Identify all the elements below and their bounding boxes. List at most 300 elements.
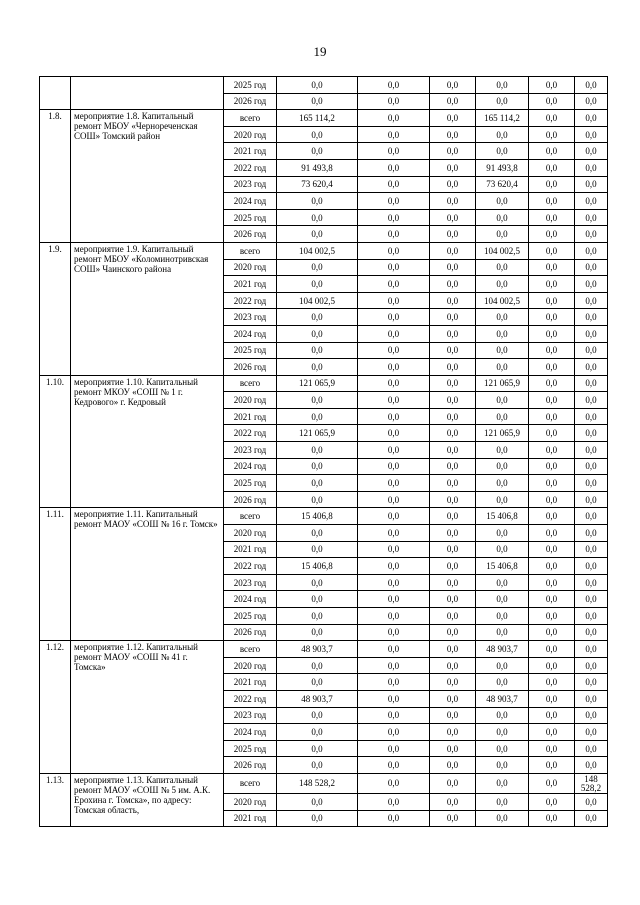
value-cell: 0,0 bbox=[277, 259, 358, 276]
value-cell: 0,0 bbox=[430, 541, 476, 558]
value-cell: 0,0 bbox=[430, 425, 476, 442]
value-cell: 0,0 bbox=[277, 475, 358, 492]
period-cell: 2021 год bbox=[224, 810, 277, 827]
value-cell: 0,0 bbox=[575, 674, 608, 691]
value-cell: 0,0 bbox=[529, 491, 575, 508]
value-cell: 0,0 bbox=[476, 325, 529, 342]
value-cell: 0,0 bbox=[529, 608, 575, 625]
value-cell: 0,0 bbox=[529, 359, 575, 376]
period-cell: 2021 год bbox=[224, 541, 277, 558]
value-cell: 0,0 bbox=[476, 657, 529, 674]
value-cell: 0,0 bbox=[358, 574, 430, 591]
value-cell: 0,0 bbox=[476, 757, 529, 774]
value-cell: 0,0 bbox=[430, 724, 476, 741]
value-cell: 0,0 bbox=[529, 558, 575, 575]
value-cell: 0,0 bbox=[358, 458, 430, 475]
value-cell: 0,0 bbox=[358, 558, 430, 575]
value-cell: 0,0 bbox=[277, 193, 358, 210]
value-cell: 0,0 bbox=[430, 292, 476, 309]
value-cell: 0,0 bbox=[358, 159, 430, 176]
value-cell: 0,0 bbox=[358, 226, 430, 243]
value-cell: 0,0 bbox=[529, 242, 575, 259]
value-cell: 0,0 bbox=[277, 77, 358, 94]
value-cell: 0,0 bbox=[430, 77, 476, 94]
value-cell: 0,0 bbox=[529, 159, 575, 176]
value-cell: 0,0 bbox=[277, 458, 358, 475]
value-cell: 0,0 bbox=[277, 657, 358, 674]
value-cell: 0,0 bbox=[529, 475, 575, 492]
value-cell: 0,0 bbox=[476, 276, 529, 293]
value-cell: 48 903,7 bbox=[476, 641, 529, 658]
value-cell: 0,0 bbox=[476, 740, 529, 757]
value-cell: 0,0 bbox=[575, 608, 608, 625]
value-cell: 0,0 bbox=[529, 773, 575, 793]
value-cell: 15 406,8 bbox=[476, 558, 529, 575]
value-cell: 0,0 bbox=[529, 176, 575, 193]
value-cell: 0,0 bbox=[529, 508, 575, 525]
value-cell: 0,0 bbox=[529, 657, 575, 674]
value-cell: 0,0 bbox=[430, 458, 476, 475]
value-cell: 0,0 bbox=[529, 690, 575, 707]
value-cell: 0,0 bbox=[430, 740, 476, 757]
value-cell: 0,0 bbox=[358, 359, 430, 376]
period-cell: 2020 год bbox=[224, 793, 277, 810]
value-cell: 0,0 bbox=[358, 641, 430, 658]
value-cell: 165 114,2 bbox=[277, 110, 358, 127]
value-cell: 0,0 bbox=[430, 126, 476, 143]
period-cell: 2022 год bbox=[224, 690, 277, 707]
period-cell: 2025 год bbox=[224, 342, 277, 359]
value-cell: 73 620,4 bbox=[277, 176, 358, 193]
value-cell: 0,0 bbox=[529, 259, 575, 276]
value-cell: 0,0 bbox=[476, 541, 529, 558]
value-cell: 0,0 bbox=[358, 342, 430, 359]
value-cell: 0,0 bbox=[277, 608, 358, 625]
measure-code: 1.11. bbox=[40, 508, 71, 641]
value-cell: 0,0 bbox=[529, 641, 575, 658]
value-cell: 0,0 bbox=[575, 574, 608, 591]
value-cell: 0,0 bbox=[529, 525, 575, 542]
value-cell: 0,0 bbox=[575, 77, 608, 94]
value-cell: 0,0 bbox=[430, 408, 476, 425]
value-cell: 0,0 bbox=[575, 292, 608, 309]
value-cell: 0,0 bbox=[430, 392, 476, 409]
period-cell: 2025 год bbox=[224, 475, 277, 492]
period-cell: 2020 год bbox=[224, 392, 277, 409]
period-cell: 2021 год bbox=[224, 408, 277, 425]
value-cell: 0,0 bbox=[575, 126, 608, 143]
value-cell: 0,0 bbox=[358, 392, 430, 409]
value-cell: 0,0 bbox=[358, 77, 430, 94]
value-cell: 0,0 bbox=[430, 707, 476, 724]
value-cell: 0,0 bbox=[476, 93, 529, 110]
value-cell: 0,0 bbox=[430, 641, 476, 658]
value-cell: 0,0 bbox=[476, 359, 529, 376]
period-cell: 2020 год bbox=[224, 259, 277, 276]
value-cell: 0,0 bbox=[529, 226, 575, 243]
value-cell: 0,0 bbox=[529, 309, 575, 326]
value-cell: 0,0 bbox=[430, 342, 476, 359]
measure-description: мероприятие 1.9. Капитальный ремонт МБОУ «Коломинотривская СОШ» Чаинского района bbox=[71, 242, 224, 375]
value-cell: 0,0 bbox=[529, 209, 575, 226]
period-cell: 2023 год bbox=[224, 442, 277, 459]
value-cell: 0,0 bbox=[358, 810, 430, 827]
value-cell: 0,0 bbox=[358, 525, 430, 542]
measure-code: 1.9. bbox=[40, 242, 71, 375]
value-cell: 15 406,8 bbox=[277, 508, 358, 525]
value-cell: 0,0 bbox=[430, 608, 476, 625]
value-cell: 0,0 bbox=[277, 624, 358, 641]
value-cell: 0,0 bbox=[430, 674, 476, 691]
measure-description: мероприятие 1.12. Капитальный ремонт МАОУ «СОШ № 41 г. Томска» bbox=[71, 641, 224, 774]
value-cell: 0,0 bbox=[277, 126, 358, 143]
value-cell: 0,0 bbox=[575, 724, 608, 741]
value-cell: 0,0 bbox=[575, 375, 608, 392]
value-cell: 0,0 bbox=[358, 757, 430, 774]
value-cell: 0,0 bbox=[575, 707, 608, 724]
table-row bbox=[40, 242, 608, 259]
measure-description: мероприятие 1.11. Капитальный ремонт МАОУ «СОШ № 16 г. Томск» bbox=[71, 508, 224, 641]
value-cell: 0,0 bbox=[476, 591, 529, 608]
value-cell: 0,0 bbox=[430, 309, 476, 326]
value-cell: 0,0 bbox=[277, 810, 358, 827]
value-cell: 0,0 bbox=[430, 574, 476, 591]
value-cell: 91 493,8 bbox=[277, 159, 358, 176]
value-cell: 0,0 bbox=[575, 325, 608, 342]
value-cell: 0,0 bbox=[476, 525, 529, 542]
value-cell: 0,0 bbox=[358, 209, 430, 226]
measure-code: 1.13. bbox=[40, 773, 71, 826]
value-cell: 0,0 bbox=[358, 193, 430, 210]
value-cell: 0,0 bbox=[476, 193, 529, 210]
value-cell: 48 903,7 bbox=[277, 641, 358, 658]
period-cell: 2021 год bbox=[224, 276, 277, 293]
value-cell: 0,0 bbox=[476, 126, 529, 143]
value-cell: 0,0 bbox=[358, 724, 430, 741]
value-cell: 0,0 bbox=[575, 193, 608, 210]
value-cell: 0,0 bbox=[430, 193, 476, 210]
period-cell: 2025 год bbox=[224, 209, 277, 226]
value-cell: 0,0 bbox=[277, 707, 358, 724]
value-cell: 0,0 bbox=[575, 690, 608, 707]
table-row bbox=[40, 508, 608, 525]
value-cell: 48 903,7 bbox=[277, 690, 358, 707]
value-cell: 0,0 bbox=[430, 226, 476, 243]
value-cell: 0,0 bbox=[358, 591, 430, 608]
value-cell: 0,0 bbox=[575, 624, 608, 641]
value-cell: 0,0 bbox=[575, 342, 608, 359]
period-cell: 2023 год bbox=[224, 309, 277, 326]
value-cell: 0,0 bbox=[476, 574, 529, 591]
value-cell: 0,0 bbox=[529, 724, 575, 741]
value-cell: 0,0 bbox=[529, 143, 575, 160]
value-cell: 0,0 bbox=[277, 276, 358, 293]
value-cell: 104 002,5 bbox=[476, 292, 529, 309]
period-cell: 2024 год bbox=[224, 591, 277, 608]
value-cell: 0,0 bbox=[277, 591, 358, 608]
period-cell: 2025 год bbox=[224, 740, 277, 757]
value-cell: 0,0 bbox=[277, 574, 358, 591]
table-row bbox=[40, 773, 608, 793]
value-cell: 0,0 bbox=[430, 143, 476, 160]
value-cell: 0,0 bbox=[575, 276, 608, 293]
value-cell: 0,0 bbox=[476, 475, 529, 492]
value-cell: 0,0 bbox=[277, 442, 358, 459]
value-cell: 0,0 bbox=[430, 624, 476, 641]
value-cell: 0,0 bbox=[430, 525, 476, 542]
value-cell: 0,0 bbox=[575, 242, 608, 259]
measure-code: 1.10. bbox=[40, 375, 71, 508]
measure-description: мероприятие 1.13. Капитальный ремонт МАОУ «СОШ № 5 им. А.К. Ерохина г. Томска», по адресу: Томская область, bbox=[71, 773, 224, 826]
value-cell: 0,0 bbox=[358, 740, 430, 757]
value-cell: 15 406,8 bbox=[476, 508, 529, 525]
table-row bbox=[40, 641, 608, 658]
measure-description: мероприятие 1.10. Капитальный ремонт МКОУ «СОШ № 1 г. Кедрового» г. Кедровый bbox=[71, 375, 224, 508]
value-cell: 0,0 bbox=[277, 757, 358, 774]
value-cell: 0,0 bbox=[277, 724, 358, 741]
value-cell: 0,0 bbox=[358, 110, 430, 127]
value-cell: 0,0 bbox=[529, 541, 575, 558]
value-cell: 0,0 bbox=[529, 740, 575, 757]
value-cell: 0,0 bbox=[529, 425, 575, 442]
measure-description: мероприятие 1.8. Капитальный ремонт МБОУ «Чернореченская СОШ» Томский район bbox=[71, 110, 224, 243]
value-cell: 0,0 bbox=[575, 793, 608, 810]
value-cell: 0,0 bbox=[358, 242, 430, 259]
period-cell: 2026 год bbox=[224, 757, 277, 774]
value-cell: 0,0 bbox=[358, 608, 430, 625]
value-cell: 0,0 bbox=[575, 558, 608, 575]
value-cell: 0,0 bbox=[277, 491, 358, 508]
value-cell: 0,0 bbox=[430, 810, 476, 827]
period-cell: 2026 год bbox=[224, 624, 277, 641]
value-cell: 0,0 bbox=[476, 624, 529, 641]
value-cell: 0,0 bbox=[430, 259, 476, 276]
value-cell: 0,0 bbox=[575, 309, 608, 326]
value-cell: 0,0 bbox=[476, 674, 529, 691]
measure-code: 1.12. bbox=[40, 641, 71, 774]
value-cell: 0,0 bbox=[277, 325, 358, 342]
value-cell: 0,0 bbox=[277, 408, 358, 425]
value-cell: 0,0 bbox=[358, 126, 430, 143]
value-cell: 0,0 bbox=[358, 93, 430, 110]
value-cell: 0,0 bbox=[575, 442, 608, 459]
value-cell: 121 065,9 bbox=[277, 375, 358, 392]
value-cell: 0,0 bbox=[529, 110, 575, 127]
value-cell: 0,0 bbox=[476, 309, 529, 326]
value-cell: 0,0 bbox=[358, 508, 430, 525]
period-cell: 2020 год bbox=[224, 525, 277, 542]
value-cell: 0,0 bbox=[430, 657, 476, 674]
period-cell: 2024 год bbox=[224, 458, 277, 475]
value-cell: 0,0 bbox=[358, 143, 430, 160]
value-cell: 104 002,5 bbox=[277, 292, 358, 309]
period-cell: 2026 год bbox=[224, 359, 277, 376]
period-cell: всего bbox=[224, 375, 277, 392]
period-cell: 2026 год bbox=[224, 93, 277, 110]
period-cell: 2025 год bbox=[224, 77, 277, 94]
value-cell: 0,0 bbox=[529, 574, 575, 591]
period-cell: всего bbox=[224, 641, 277, 658]
value-cell: 0,0 bbox=[575, 810, 608, 827]
value-cell: 0,0 bbox=[476, 810, 529, 827]
value-cell: 0,0 bbox=[575, 458, 608, 475]
value-cell: 0,0 bbox=[430, 159, 476, 176]
value-cell: 0,0 bbox=[358, 442, 430, 459]
value-cell: 0,0 bbox=[575, 591, 608, 608]
value-cell: 15 406,8 bbox=[277, 558, 358, 575]
value-cell: 0,0 bbox=[529, 458, 575, 475]
value-cell: 0,0 bbox=[575, 226, 608, 243]
period-cell: 2023 год bbox=[224, 574, 277, 591]
value-cell: 0,0 bbox=[430, 276, 476, 293]
value-cell: 0,0 bbox=[529, 193, 575, 210]
page-number: 19 bbox=[313, 44, 327, 59]
value-cell: 0,0 bbox=[529, 342, 575, 359]
value-cell: 0,0 bbox=[575, 425, 608, 442]
value-cell: 121 065,9 bbox=[476, 425, 529, 442]
value-cell: 0,0 bbox=[476, 259, 529, 276]
period-cell: 2021 год bbox=[224, 674, 277, 691]
value-cell: 0,0 bbox=[277, 143, 358, 160]
value-cell: 121 065,9 bbox=[277, 425, 358, 442]
value-cell: 0,0 bbox=[277, 525, 358, 542]
period-cell: 2025 год bbox=[224, 608, 277, 625]
value-cell: 0,0 bbox=[358, 707, 430, 724]
value-cell: 0,0 bbox=[575, 657, 608, 674]
value-cell: 0,0 bbox=[430, 773, 476, 793]
period-cell: 2024 год bbox=[224, 325, 277, 342]
value-cell: 0,0 bbox=[358, 276, 430, 293]
value-cell: 0,0 bbox=[575, 757, 608, 774]
value-cell: 0,0 bbox=[476, 408, 529, 425]
value-cell: 0,0 bbox=[575, 359, 608, 376]
value-cell: 0,0 bbox=[476, 143, 529, 160]
value-cell: 0,0 bbox=[430, 558, 476, 575]
value-cell: 0,0 bbox=[358, 425, 430, 442]
value-cell: 0,0 bbox=[476, 209, 529, 226]
value-cell: 0,0 bbox=[358, 325, 430, 342]
value-cell: 0,0 bbox=[529, 392, 575, 409]
value-cell: 0,0 bbox=[529, 707, 575, 724]
value-cell: 48 903,7 bbox=[476, 690, 529, 707]
value-cell: 0,0 bbox=[358, 292, 430, 309]
value-cell: 0,0 bbox=[430, 359, 476, 376]
value-cell: 0,0 bbox=[430, 93, 476, 110]
value-cell: 0,0 bbox=[476, 226, 529, 243]
period-cell: 2022 год bbox=[224, 558, 277, 575]
value-cell: 0,0 bbox=[430, 757, 476, 774]
value-cell: 0,0 bbox=[476, 707, 529, 724]
table-row bbox=[40, 77, 608, 94]
value-cell: 0,0 bbox=[476, 392, 529, 409]
value-cell: 0,0 bbox=[277, 342, 358, 359]
value-cell: 0,0 bbox=[575, 641, 608, 658]
value-cell: 0,0 bbox=[430, 591, 476, 608]
value-cell: 0,0 bbox=[358, 657, 430, 674]
value-cell: 0,0 bbox=[529, 77, 575, 94]
value-cell: 0,0 bbox=[575, 408, 608, 425]
period-cell: 2020 год bbox=[224, 126, 277, 143]
value-cell: 0,0 bbox=[430, 110, 476, 127]
value-cell: 0,0 bbox=[575, 475, 608, 492]
value-cell: 0,0 bbox=[529, 674, 575, 691]
value-cell: 0,0 bbox=[476, 773, 529, 793]
table-row bbox=[40, 110, 608, 127]
value-cell: 0,0 bbox=[430, 242, 476, 259]
measure-description bbox=[71, 77, 224, 110]
value-cell: 0,0 bbox=[529, 757, 575, 774]
value-cell: 0,0 bbox=[430, 209, 476, 226]
period-cell: 2024 год bbox=[224, 724, 277, 741]
value-cell: 121 065,9 bbox=[476, 375, 529, 392]
value-cell: 0,0 bbox=[430, 375, 476, 392]
value-cell: 0,0 bbox=[358, 491, 430, 508]
value-cell: 0,0 bbox=[277, 392, 358, 409]
value-cell: 0,0 bbox=[430, 690, 476, 707]
value-cell: 0,0 bbox=[575, 176, 608, 193]
value-cell: 0,0 bbox=[529, 325, 575, 342]
value-cell: 104 002,5 bbox=[476, 242, 529, 259]
value-cell: 0,0 bbox=[277, 209, 358, 226]
value-cell: 0,0 bbox=[430, 491, 476, 508]
value-cell: 0,0 bbox=[430, 176, 476, 193]
value-cell: 0,0 bbox=[575, 209, 608, 226]
value-cell: 0,0 bbox=[358, 176, 430, 193]
value-cell: 0,0 bbox=[358, 773, 430, 793]
measure-code: 1.8. bbox=[40, 110, 71, 243]
value-cell: 0,0 bbox=[575, 392, 608, 409]
value-cell: 0,0 bbox=[575, 159, 608, 176]
value-cell: 0,0 bbox=[575, 508, 608, 525]
period-cell: всего bbox=[224, 242, 277, 259]
value-cell: 0,0 bbox=[430, 475, 476, 492]
value-cell: 0,0 bbox=[358, 674, 430, 691]
value-cell: 0,0 bbox=[575, 541, 608, 558]
value-cell: 0,0 bbox=[529, 93, 575, 110]
value-cell: 0,0 bbox=[529, 126, 575, 143]
value-cell: 0,0 bbox=[277, 359, 358, 376]
value-cell: 91 493,8 bbox=[476, 159, 529, 176]
value-cell: 0,0 bbox=[529, 276, 575, 293]
period-cell: 2026 год bbox=[224, 226, 277, 243]
value-cell: 0,0 bbox=[529, 408, 575, 425]
period-cell: 2023 год bbox=[224, 707, 277, 724]
table-body bbox=[40, 77, 608, 827]
value-cell: 0,0 bbox=[476, 491, 529, 508]
budget-table bbox=[39, 76, 608, 827]
value-cell: 0,0 bbox=[529, 292, 575, 309]
measure-code bbox=[40, 77, 71, 110]
value-cell: 0,0 bbox=[476, 342, 529, 359]
value-cell: 0,0 bbox=[277, 674, 358, 691]
value-cell: 0,0 bbox=[277, 793, 358, 810]
value-cell: 0,0 bbox=[358, 309, 430, 326]
value-cell: 0,0 bbox=[575, 740, 608, 757]
value-cell: 148 528,2 bbox=[277, 773, 358, 793]
value-cell: 0,0 bbox=[430, 793, 476, 810]
period-cell: 2022 год bbox=[224, 425, 277, 442]
period-cell: всего bbox=[224, 110, 277, 127]
period-cell: всего bbox=[224, 773, 277, 793]
value-cell: 0,0 bbox=[358, 793, 430, 810]
period-cell: 2023 год bbox=[224, 176, 277, 193]
value-cell: 0,0 bbox=[358, 408, 430, 425]
period-cell: всего bbox=[224, 508, 277, 525]
value-cell: 0,0 bbox=[277, 309, 358, 326]
value-cell: 0,0 bbox=[358, 475, 430, 492]
period-cell: 2022 год bbox=[224, 292, 277, 309]
table-row bbox=[40, 375, 608, 392]
